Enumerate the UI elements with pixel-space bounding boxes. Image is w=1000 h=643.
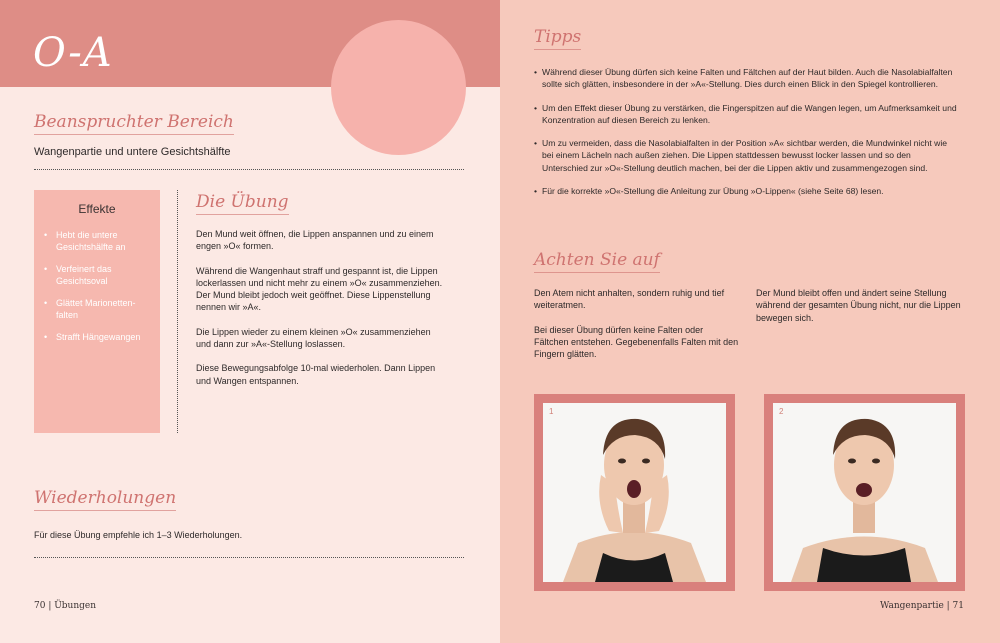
list-item: • Während dieser Übung dürfen sich keine Falten und Fältchen auf der Haut bilden. Auch die Nasolabialfalten sollte sich glätten, insbesondere in der »A«-Stellung. Dies durch einen Blick in den Spiegel kontrollieren.	[534, 66, 959, 91]
list-item: • Glättet Marionetten-falten	[44, 298, 156, 321]
vertical-divider	[177, 190, 178, 433]
effekte-title: Effekte	[78, 202, 116, 216]
photo-1	[543, 403, 726, 582]
achten-paragraph: Der Mund bleibt offen und ändert seine Stellung während der gesamten Übung nicht, nur die Lippen bewegen sich.	[756, 288, 961, 323]
area-heading: Beanspruchter Bereich	[34, 112, 234, 132]
uebung-heading: Die Übung	[196, 192, 289, 212]
tipps-list	[534, 66, 959, 208]
photo-frame-2	[764, 394, 965, 591]
wiederholungen-text: Für diese Übung empfehle ich 1–3 Wiederholungen.	[34, 530, 243, 540]
photo-frame-1	[534, 394, 735, 591]
achten-paragraph: Bei dieser Übung dürfen keine Falten oder Fältchen entstehen. Gegebenenfalls Falten mit den Fingern glätten.	[534, 324, 739, 360]
tipps-heading: Tipps	[534, 27, 582, 47]
list-item: • Um zu vermeiden, dass die Nasolabialfalten in der Position »A« sichtbar werden, die Mundwinkel nicht wie bei einem Lächeln nach außen ziehen. Die Lippen stattdessen bewusst locker lassen und so den Unterschied zur »O«-Stellung deutlich machen, bei der die Lippen aktiv und zusammengezogen sind.	[534, 137, 959, 174]
wiederholungen-heading: Wiederholungen	[34, 488, 177, 508]
uebung-paragraph: Während die Wangenhaut straff und gespannt ist, die Lippen lockerlassen und nicht mehr zu einem »O« zusammenziehen. Der Mund bleibt jedoch weit geöffnet. Diese Lippenstellung nennen wir »A«.	[196, 265, 443, 313]
uebung-body	[196, 228, 446, 399]
effekte-list	[44, 230, 156, 355]
divider	[34, 169, 464, 170]
decorative-circle	[331, 20, 466, 155]
woman-face-illustration	[543, 403, 726, 582]
achten-col-1	[534, 287, 739, 372]
page-footer-left: 70 | Übungen	[34, 601, 97, 611]
woman-face-illustration	[773, 403, 956, 582]
area-text: Wangenpartie und untere Gesichtshälfte	[34, 146, 231, 158]
photo-number: 2	[779, 407, 784, 416]
right-page	[500, 0, 1000, 643]
exercise-title: O-A	[33, 30, 113, 76]
uebung-paragraph: Diese Bewegungsabfolge 10-mal wiederholen. Dann Lippen und Wangen entspannen.	[196, 363, 436, 386]
list-item: • Um den Effekt dieser Übung zu verstärken, die Fingerspitzen auf die Wangen legen, um Aufmerksamkeit und Konzentration auf diesen Bereich zu lenken.	[534, 102, 959, 127]
achten-paragraph: Den Atem nicht anhalten, sondern ruhig und tief weiteratmen.	[534, 288, 725, 311]
effekte-box	[34, 190, 160, 433]
list-item: • Strafft Hängewangen	[44, 332, 156, 344]
list-item: • Für die korrekte »O«-Stellung die Anleitung zur Übung »O-Lippen« (siehe Seite 68) lesen.	[534, 185, 959, 197]
photo-2	[773, 403, 956, 582]
uebung-paragraph: Die Lippen wieder zu einem kleinen »O« zusammenziehen und dann zur »A«-Stellung loslassen.	[196, 326, 431, 350]
list-item: • Hebt die untere Gesichtshälfte an	[44, 230, 156, 253]
uebung-paragraph: Den Mund weit öffnen, die Lippen anspannen und zu einem engen »O« formen.	[196, 229, 434, 252]
achten-heading: Achten Sie auf	[534, 250, 660, 270]
list-item: • Verfeinert das Gesichtsoval	[44, 264, 156, 287]
photo-number: 1	[549, 407, 554, 416]
page-footer-right: Wangenpartie | 71	[880, 601, 964, 611]
achten-col-2	[756, 287, 966, 336]
divider	[34, 557, 464, 558]
